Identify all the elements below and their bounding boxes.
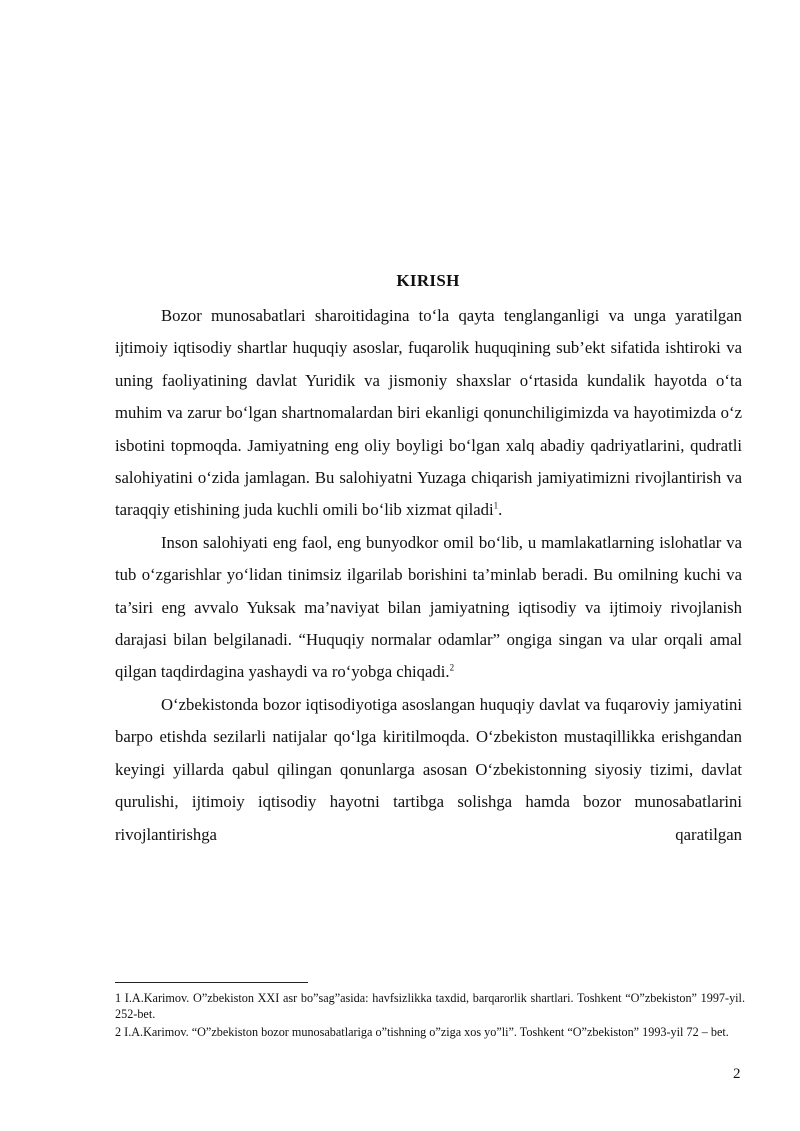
page-title: KIRISH (396, 271, 460, 290)
paragraph-3 (115, 689, 742, 851)
page-number: 2 (733, 1066, 741, 1082)
body-text (115, 300, 742, 851)
paragraph-1-tail: . (498, 500, 503, 520)
paragraph-2-text: Inson salohiyati eng faol, eng bunyodkor omil bo‘lib, u mamlakatlarning islohatlar va tub o‘zgarishlar yo‘lidan tinimsiz ilgarilab borishini ta’minlab beradi. Bu omilning kuchi va ta’siri eng avvalo Yuksak ma’naviyat bilan jamiyatning iqtisodiy va ijtimoiy rivojlanish darajasi bilan belgilanadi. “Huquqiy normalar odamlar” ongiga singan va ular orqali amal qilgan taqdirdagina yashaydi va ro‘yobga chiqadi. (115, 532, 742, 682)
footnote-separator (115, 982, 308, 983)
paragraph-2 (115, 527, 742, 689)
footnote-2: 2 I.A.Karimov. “O”zbekiston bozor munosabatlariga o”tishning o”ziga xos yo”li”. Toshkent “O”zbekiston” 1993-yil 72 – bet. (115, 1024, 729, 1039)
paragraph-3-text: O‘zbekistonda bozor iqtisodiyotiga asoslangan huquqiy davlat va fuqaroviy jamiyatini barpo etishda sezilarli natijalar qo‘lga kiritilmoqda. O‘zbekiston mustaqillikka erishgandan keyingi yillarda qabul qilingan qonunlarga asosan O‘zbekistonning siyosiy tizimi, davlat qurulishi, ijtimoiy iqtisodiy hayotni tartibga solishga hamda bozor munosabatlarini rivojlantirishga qaratilgan (115, 694, 742, 844)
footnote-ref-2[interactable]: 2 (449, 662, 455, 673)
footnote-1: 1 I.A.Karimov. O”zbekiston XXI asr bo”sag”asida: havfsizlikka taxdid, barqarorlik shartlari. Toshkent “O”zbekiston” 1997-yil. 252-bet. (115, 991, 745, 1022)
footnote-ref-1[interactable]: 1 (493, 500, 499, 511)
paragraph-1-text: Bozor munosabatlari sharoitidagina to‘la qayta tenglanganligi va unga yaratilgan ijtimoiy iqtisodiy shartlar huquqiy asoslar, fuqarolik huquqining sub’ekt sifatida ishtiroki va uning faoliyatining davlat Yuridik va jismoniy shaxslar o‘rtasida kundalik hayotda o‘ta muhim va zarur bo‘lgan shartnomalardan biri ekanligi qonunchiligimizda va hayotimizda o‘z isbotini topmoqda. Jamiyatning eng oliy boyligi bo‘lgan xalq abadiy qadriyatlarini, qudratli salohiyatini o‘zida jamlagan. Bu salohiyatni Yuzaga chiqarish jamiyatimizni rivojlantirish va taraqqiy etishining juda kuchli omili bo‘lib xizmat qiladi (115, 306, 742, 520)
paragraph-1 (115, 300, 742, 527)
footnotes (115, 990, 745, 1041)
